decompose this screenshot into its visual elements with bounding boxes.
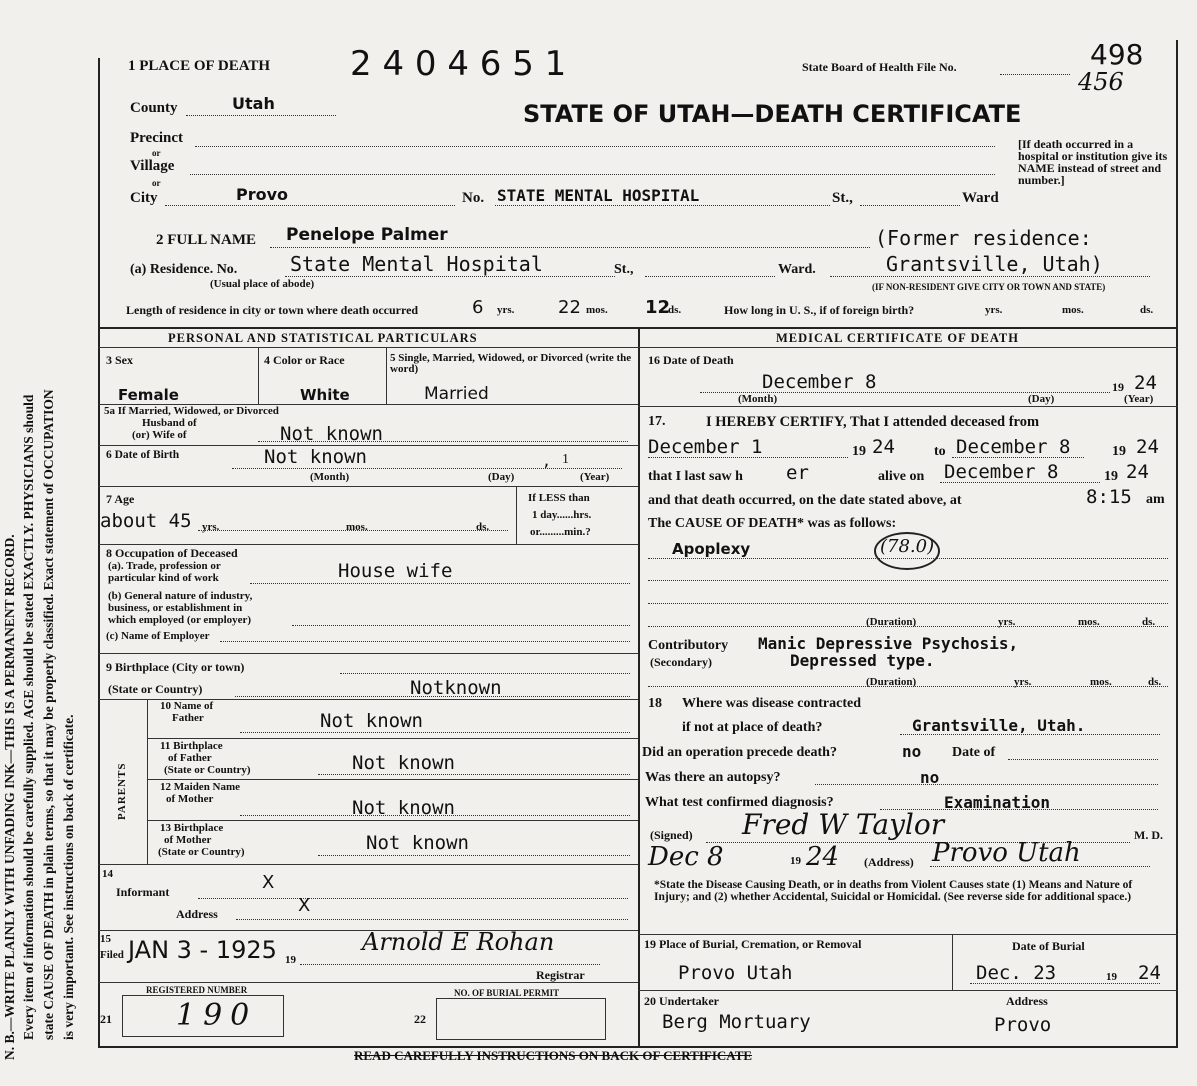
personal-header: PERSONAL AND STATISTICAL PARTICULARS (168, 331, 478, 345)
death-year-value: 24 (1134, 372, 1157, 394)
residence-mos-label: mos. (586, 304, 608, 316)
contributory-mos-label: mos. (1090, 676, 1112, 688)
form-left-border (98, 58, 100, 1048)
last-saw-suffix: er (786, 462, 809, 484)
occurred-label: and that death occurred, on the date stated above, at (648, 493, 962, 508)
test-label: What test confirmed diagnosis? (645, 795, 834, 810)
contracted-label-2: if not at place of death? (682, 720, 823, 735)
hospital-note: [If death occurred in a hospital or institution give its NAME instead of street and number.] (1018, 137, 1168, 187)
occupation-label-1: 8 Occupation of Deceased (106, 546, 238, 560)
us-mos-label: mos. (1062, 304, 1084, 316)
mother-bp-label-2: of Mother (164, 834, 212, 846)
cause-duration-label: (Duration) (866, 616, 917, 628)
street-label: St., (832, 190, 853, 206)
burial-label: 19 Place of Burial, Cremation, or Removal (644, 937, 862, 951)
us-ds-label: ds. (1140, 304, 1154, 316)
time-of-death: 8:15 (1086, 486, 1132, 508)
cause-mos-label: mos. (1078, 616, 1100, 628)
color-value: White (300, 386, 350, 404)
margin-line-2: Every item of information should be carefully supplied. AGE should be stated EXACTLY. PHYSICIANS should (21, 394, 36, 1040)
age-yrs-label: yrs. (202, 521, 220, 533)
dob-value: Not known (264, 446, 367, 468)
informant-number: 14 (102, 868, 113, 880)
burial-permit-box (436, 998, 606, 1040)
registrar-label: Registrar (536, 968, 585, 982)
certificate-title: STATE OF UTAH—DEATH CERTIFICATE (523, 100, 1022, 128)
county-value: Utah (232, 94, 275, 113)
place-of-death-label: 1 PLACE OF DEATH (128, 58, 271, 74)
death-month-caption: (Month) (738, 393, 778, 405)
autopsy-label: Was there an autopsy? (645, 770, 781, 785)
age-mos-label: mos. (346, 521, 368, 533)
sex-label: 3 Sex (106, 353, 133, 367)
cause-footnote: *State the Disease Causing Death, or in deaths from Violent Causes state (1) Means and Nature of Injury; and (2) whether Accidental, Suicidal or Homicidal. (See reverse side for additional space.) (654, 879, 1133, 903)
filed-label: Filed (100, 949, 124, 961)
occupation-value: House wife (338, 560, 453, 582)
street-no-label: No. (462, 190, 485, 206)
father-bp-label-3: (State or Country) (164, 764, 251, 776)
burial-year-value: 24 (1138, 962, 1161, 984)
color-label: 4 Color or Race (264, 353, 345, 367)
file-no-label: State Board of Health File No. (802, 60, 957, 74)
signature-year: 24 (806, 842, 840, 872)
residence-ds-label: ds. (668, 304, 682, 316)
city-value: Provo (236, 185, 289, 204)
or-label-2: or (152, 178, 161, 188)
informant-address-label: Address (176, 907, 218, 921)
alive-on-date: December 8 (944, 461, 1059, 483)
burial-value: Provo Utah (678, 962, 793, 984)
autopsy-value: no (920, 768, 940, 787)
length-residence-label: Length of residence in city or town where death occurred (126, 303, 419, 317)
age-ds-label: ds. (476, 521, 490, 533)
undertaker-address-label: Address (1006, 994, 1048, 1008)
contributory-value-2: Depressed type. (790, 651, 935, 670)
residence-label: (a) Residence. No. (130, 262, 238, 277)
secondary-label: (Secondary) (650, 655, 712, 669)
alive-year-prefix: 19 (1104, 469, 1118, 484)
usual-place-label: (Usual place of abode) (210, 278, 315, 290)
death-year-caption: (Year) (1124, 393, 1154, 405)
contracted-number: 18 (648, 696, 662, 711)
less-day-label: 1 day......hrs. (532, 509, 592, 521)
certificate-number: 2 4 0 4 6 5 1 (350, 44, 567, 84)
institution-value: STATE MENTAL HOSPITAL (497, 186, 700, 205)
ward-label: Ward (962, 190, 999, 206)
attended-from-year: 24 (872, 436, 895, 458)
attended-to-year-prefix: 19 (1112, 444, 1126, 459)
or-label-1: or (152, 148, 161, 158)
filed-number: 15 (100, 933, 111, 945)
cause-code: (78.0) (880, 536, 935, 557)
attended-from-year-prefix: 19 (852, 444, 866, 459)
alive-year: 24 (1126, 461, 1149, 483)
mother-label-2: of Mother (166, 793, 214, 805)
father-bp-label-2: of Father (168, 752, 212, 764)
contributory-duration-label: (Duration) (866, 676, 917, 688)
us-residence-label: How long in U. S., if of foreign birth? (724, 303, 915, 317)
informant-value: X (262, 872, 275, 893)
contracted-value: Grantsville, Utah. (912, 716, 1086, 735)
occupation-label-3: particular kind of work (108, 572, 219, 584)
contributory-yrs-label: yrs. (1014, 676, 1032, 688)
spouse-value: Not known (280, 423, 383, 445)
dob-month-caption: (Month) (310, 471, 350, 483)
attended-from-date: December 1 (648, 436, 763, 458)
dob-day-caption: (Day) (488, 471, 515, 483)
marital-label: 5 Single, Married, Widowed, or Divorced (write the word) (390, 352, 632, 375)
attended-to-date: December 8 (956, 436, 1071, 458)
physician-signature: Fred W Taylor (742, 808, 945, 841)
contributory-value: Manic Depressive Psychosis, (758, 634, 1019, 653)
cause-yrs-label: yrs. (998, 616, 1016, 628)
undertaker-value: Berg Mortuary (662, 1011, 811, 1033)
column-divider (638, 327, 640, 1047)
form-right-border (1176, 40, 1178, 1048)
residence-street-label: St., (614, 262, 634, 277)
signature-address-label: (Address) (864, 855, 914, 869)
death-day-caption: (Day) (1028, 393, 1055, 405)
registered-number-label: REGISTERED NUMBER (146, 985, 248, 995)
industry-label-1: (b) General nature of industry, (108, 590, 253, 602)
mother-label-1: 12 Maiden Name (160, 781, 241, 793)
father-label-1: 10 Name of (160, 700, 214, 712)
cause-label: The CAUSE OF DEATH* was as follows: (648, 516, 897, 531)
signature-address: Provo Utah (932, 838, 1081, 868)
burial-date-label: Date of Burial (1012, 939, 1085, 953)
contributory-ds-label: ds. (1148, 676, 1162, 688)
employer-label: (c) Name of Employer (106, 630, 210, 642)
registered-no-number: 21 (100, 1012, 112, 1026)
age-value: about 45 (100, 510, 192, 532)
file-no-alt: 456 (1078, 68, 1124, 96)
birthplace-state-label: (State or Country) (108, 682, 203, 696)
mother-bp-value: Not known (366, 832, 469, 854)
registrar-signature: Arnold E Rohan (362, 928, 555, 956)
attended-to-year: 24 (1136, 436, 1159, 458)
registered-number-value: 190 (176, 998, 258, 1033)
contributory-label: Contributory (648, 638, 729, 653)
last-saw-label: that I last saw h (648, 469, 743, 484)
operation-label: Did an operation precede death? (642, 745, 837, 760)
signature-year-prefix: 19 (790, 855, 801, 867)
residence-years: 6 (472, 297, 484, 318)
attended-to-label: to (934, 444, 946, 459)
certify-number: 17. (648, 414, 666, 429)
village-label: Village (130, 158, 175, 174)
father-value: Not known (320, 710, 423, 732)
mother-bp-label-1: 13 Birthplace (160, 822, 224, 834)
father-label-2: Father (172, 712, 204, 724)
cause-ds-label: ds. (1142, 616, 1156, 628)
precinct-label: Precinct (130, 130, 184, 146)
burial-date-value: Dec. 23 (976, 962, 1057, 984)
mother-value: Not known (352, 797, 455, 819)
burial-year-prefix: 19 (1106, 971, 1117, 983)
former-residence-place: Grantsville, Utah) (886, 252, 1103, 276)
birthplace-value: Notknown (410, 677, 502, 699)
mother-bp-label-3: (State or Country) (158, 846, 245, 858)
contracted-label: Where was disease contracted (682, 696, 861, 711)
city-label: City (130, 190, 158, 206)
signed-label: (Signed) (650, 828, 693, 842)
filed-suffix: 19 (285, 954, 296, 966)
marital-value: Married (424, 384, 489, 404)
burial-permit-number: 22 (414, 1012, 426, 1026)
less-min-label: or.........min.? (530, 526, 591, 538)
residence-ward-label: Ward. (778, 262, 816, 277)
residence-months: 22 (558, 297, 581, 318)
nonresident-note: (IF NON-RESIDENT GIVE CITY OR TOWN AND STATE) (872, 282, 1106, 292)
medical-header: MEDICAL CERTIFICATE OF DEATH (776, 331, 1019, 345)
undertaker-address-value: Provo (994, 1014, 1052, 1036)
file-no: 498 (1090, 38, 1144, 71)
filed-date: JAN 3 - 1925 (128, 936, 277, 964)
dob-year-value: 1 (562, 452, 569, 467)
informant-label: Informant (116, 885, 170, 899)
full-name-value: Penelope Palmer (286, 225, 448, 245)
birthplace-label: 9 Birthplace (City or town) (106, 660, 245, 674)
industry-label-3: which employed (or employer) (108, 614, 252, 626)
us-yrs-label: yrs. (985, 304, 1003, 316)
certify-text: I HEREBY CERTIFY, That I attended deceased from (706, 414, 1040, 430)
margin-line-1: N. B.—WRITE PLAINLY WITH UNFADING INK—THIS IS A PERMANENT RECORD. (2, 534, 17, 1060)
spouse-label-1: 5a If Married, Widowed, or Divorced (104, 405, 279, 417)
dob-comma: , (542, 452, 552, 470)
operation-date-label: Date of (952, 745, 996, 760)
operation-value: no (902, 742, 922, 761)
alive-on-label: alive on (878, 469, 925, 484)
undertaker-label: 20 Undertaker (644, 994, 719, 1008)
margin-line-4: is very important. See instructions on back of certificate. (61, 714, 76, 1040)
spouse-label-3: (or) Wife of (132, 429, 187, 441)
dob-label: 6 Date of Birth (106, 449, 180, 461)
date-of-death-value: December 8 (762, 371, 877, 393)
full-name-label: 2 FULL NAME (156, 232, 257, 248)
md-label: M. D. (1134, 828, 1163, 842)
dob-year-caption: (Year) (580, 471, 610, 483)
industry-label-2: business, or establishment in (108, 602, 243, 614)
parents-label: PARENTS (116, 762, 128, 820)
residence-value: State Mental Hospital (290, 252, 543, 276)
father-bp-label-1: 11 Birthplace (160, 740, 223, 752)
death-year-prefix: 19 (1112, 380, 1124, 394)
signature-date: Dec 8 (648, 842, 724, 872)
former-residence-label: (Former residence: (875, 226, 1092, 250)
age-label: 7 Age (106, 492, 135, 506)
father-bp-value: Not known (352, 752, 455, 774)
spouse-label-2: Husband of (142, 417, 197, 429)
residence-days: 12 (645, 297, 671, 318)
margin-line-3: state CAUSE OF DEATH in plain terms, so that it may be properly classified. Exact statement of OCCUPATION (41, 389, 56, 1040)
test-value: Examination (944, 793, 1050, 812)
footer-instructions: READ CAREFULLY INSTRUCTIONS ON BACK OF CERTIFICATE (354, 1048, 753, 1063)
date-of-death-label: 16 Date of Death (648, 353, 734, 367)
county-label: County (130, 100, 178, 116)
burial-permit-label: NO. OF BURIAL PERMIT (454, 988, 560, 998)
less-than-label: If LESS than (528, 492, 590, 504)
sex-value: Female (118, 386, 179, 404)
residence-yrs-label: yrs. (497, 304, 515, 316)
time-suffix: am (1146, 492, 1165, 507)
occupation-label-2: (a). Trade, profession or (108, 560, 221, 572)
informant-address-value: X (298, 895, 311, 916)
cause-value: Apoplexy (672, 540, 751, 558)
